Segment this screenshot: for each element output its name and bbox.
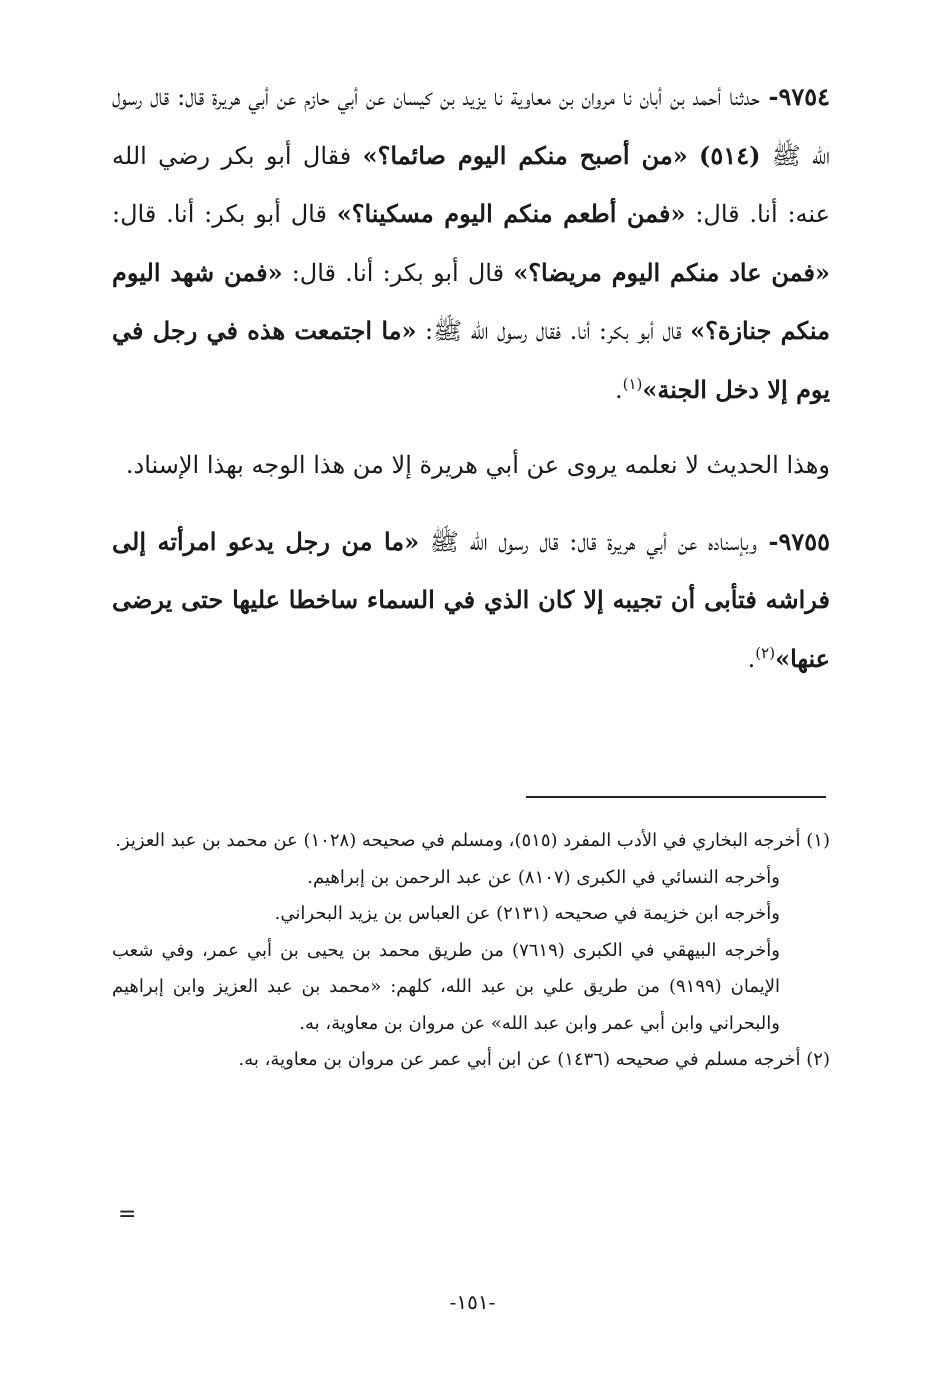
sentence-end: .	[614, 375, 623, 404]
quote-text: «فمن شهد اليوم منكم جنازة؟»	[112, 257, 830, 345]
continuation-mark: =	[118, 1202, 137, 1227]
hadith-9754	[112, 68, 830, 419]
narration-text: فقال أبو بكر رضي الله عنه: أنا. قال:	[112, 141, 830, 228]
quote-text: «ما من رجل يدعو امرأته إلى فراشه فتأبى أن تجيبه إلا كان الذي في السماء ساخطا عليها حتى يرضى عنها»	[112, 526, 830, 673]
footnote-1-line-3: وأخرجه ابن خزيمة في صحيحه (٢١٣١) عن العباس بن يزيد البحراني.	[274, 903, 780, 924]
quote-text: «من أصبح منكم اليوم صائما؟»	[362, 140, 688, 170]
isnad-text: حدثنا أحمد بن أبان نا مروان بن معاوية نا يزيد بن كيسان عن أبي حازم عن أبي هريرة قال: قال رسول الله ﷺ	[112, 83, 830, 170]
narration-text: قال أبو بكر: أنا. فقال رسول الله ﷺ:	[425, 317, 682, 345]
quote-text: «ما اجتمعت هذه في رجل في يوم إلا دخل الجنة»	[112, 316, 830, 404]
page-body	[112, 68, 830, 688]
page-number: -١٥١-	[449, 1290, 496, 1314]
commentary-text: وهذا الحديث لا نعلمه يروى عن أبي هريرة إلا من هذا الوجه بهذا الإسناد.	[125, 451, 830, 479]
hadith-number: ٩٧٥٤	[778, 82, 830, 111]
quote-text: «فمن عاد منكم اليوم مريضا؟»	[513, 257, 831, 287]
narration-text: قال أبو بكر: أنا. قال:	[291, 258, 505, 287]
commentary-paragraph	[112, 437, 830, 495]
footnote-marker: (٢)	[755, 643, 776, 662]
hadith-dash: -	[759, 82, 779, 111]
footnote-1-line-2: وأخرجه النسائي في الكبرى (٨١٠٧) عن عبد الرحمن بن إبراهيم.	[307, 866, 780, 888]
footnote-1-line-4: وأخرجه البيهقي في الكبرى (٧٦١٩) من طريق محمد بن يحيى بن أبي عمر، وفي شعب الإيمان (٩١٩٩) من طريق علي بن عبد الله، كلهم: «محمد بن عبد العزيز وابن إبراهيم والبحراني وابن أبي عمر وابن عبد الله» عن مروان بن معاوية، به.	[112, 939, 780, 1034]
hadith-9755	[112, 513, 830, 689]
hadith-number: ٩٧٥٥	[778, 526, 830, 556]
hadith-dash: -	[757, 526, 779, 556]
quote-text: «فمن أطعم منكم اليوم مسكينا؟»	[336, 199, 686, 228]
footnote-1-line-1: (١) أخرجه البخاري في الأدب المفرد (٥١٥)، ومسلم في صحيحه (١٠٢٨) عن محمد بن عبد العزيز.	[115, 830, 830, 851]
narration-text: قال أبو بكر: أنا. قال:	[112, 200, 327, 228]
footnote-separator	[526, 796, 826, 798]
footnotes	[112, 823, 830, 1079]
sentence-end: .	[747, 644, 756, 673]
reference-number: (٥١٤)	[699, 140, 761, 170]
footnote-marker: (١)	[622, 374, 643, 393]
isnad-text: وبإسناده عن أبي هريرة قال: قال رسول الله ﷺ	[429, 527, 757, 556]
footnote-2: (٢) أخرجه مسلم في صحيحه (١٤٣٦) عن ابن أبي عمر عن مروان بن معاوية، به.	[238, 1049, 830, 1070]
